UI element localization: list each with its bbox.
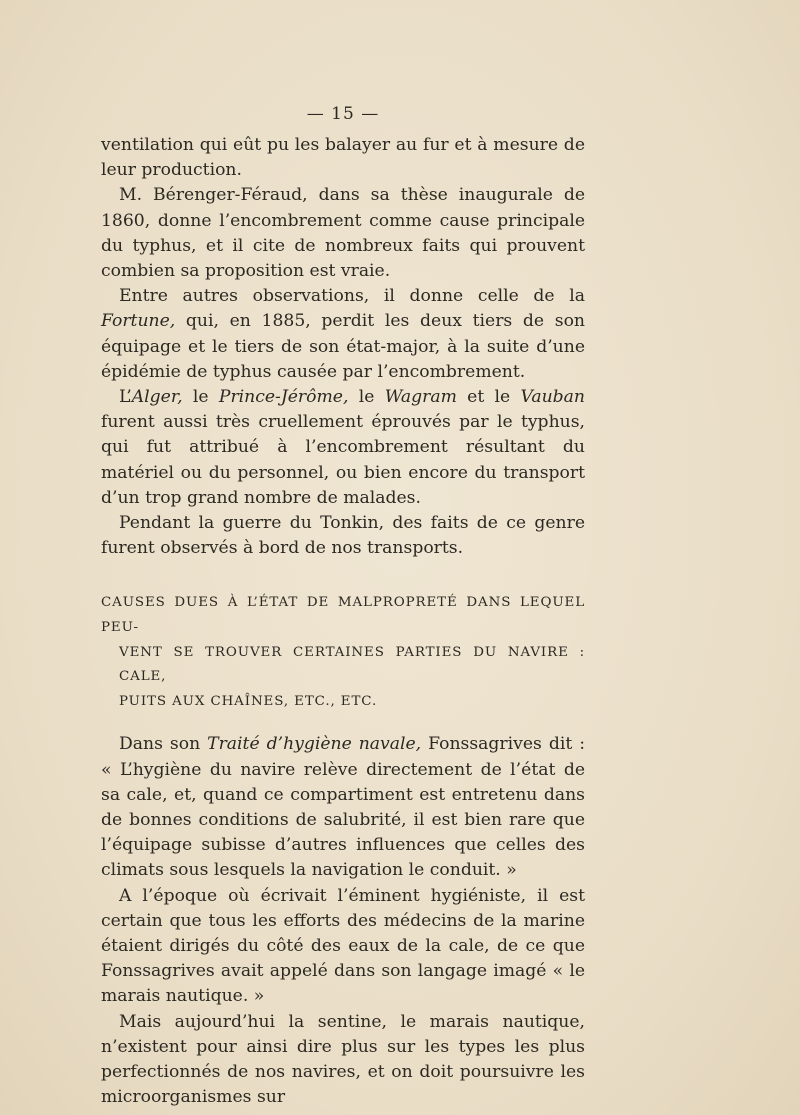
ship-name: Fortune, <box>101 311 176 332</box>
paragraph-text: Mais aujourd’hui la sentine, le marais nautique, n’existent pour ainsi dire plus sur les types les plus perfectionnés de nos navires, et on doit poursuivre les microorganismes sur <box>101 1011 585 1108</box>
paragraph <box>101 183 585 284</box>
paragraph-text: furent aussi très cruellement éprouvés par le typhus, qui fut attribué à l’encombrement résultant du matériel ou du personnel, ou bien encore du transport d’un trop grand nombre de malades. <box>101 412 585 508</box>
paragraph-text: L’ <box>119 387 132 408</box>
page-body <box>101 133 585 1110</box>
book-title: Traité d’hygiène navale, <box>207 734 422 755</box>
paragraph-text: et le <box>456 387 521 408</box>
paragraph-text: Entre autres observations, il donne celle de la <box>119 286 585 307</box>
paragraph <box>101 511 585 561</box>
ship-name: Wagram <box>384 387 457 408</box>
paragraph-text: Dans son <box>119 734 208 755</box>
section-heading <box>101 591 585 714</box>
spacer <box>101 561 585 591</box>
paragraph-text: Pendant la guerre du Tonkin, des faits de ce genre furent observés à bord de nos transports. <box>101 513 585 559</box>
paragraph <box>101 284 585 385</box>
section-heading-line: VENT SE TROUVER CERTAINES PARTIES DU NAVIRE : CALE, <box>119 644 585 685</box>
paragraph-text: Fonssagrives dit : « L’hygiène du navire relève directement de l’état de sa cale, et, quand ce compartiment est entretenu dans de bonnes conditions de salubrité, il est bien rare que l’équipage subisse d’autres influences que celles des climats sous lesquels la navigation le conduit. » <box>101 734 585 881</box>
ship-name: Alger, <box>131 387 183 408</box>
page-number: — 15 — <box>306 104 380 124</box>
spacer <box>101 714 585 732</box>
paragraph-text: qui, en 1885, perdit les deux tiers de son équipage et le tiers de son état-major, à la suite d’une épidémie de typhus causée par l’encombrement. <box>101 311 585 382</box>
paragraph <box>101 732 585 883</box>
ship-name: Prince-Jérôme, <box>218 387 349 408</box>
paragraph <box>101 133 585 183</box>
paragraph <box>101 1010 585 1111</box>
paragraph-text: M. Bérenger-Féraud, dans sa thèse inaugurale de 1860, donne l’encombrement comme cause principale du typhus, et il cite de nombreux faits qui prouvent combien sa proposition est vraie. <box>101 185 585 282</box>
paragraph-text: le <box>182 387 219 408</box>
section-heading-line: CAUSES DUES À L’ÉTAT DE MALPROPRETÉ DANS LEQUEL PEU- <box>101 595 585 636</box>
paragraph <box>101 385 585 511</box>
paragraph-text: A l’époque où écrivait l’éminent hygiéniste, il est certain que tous les efforts des médecins de la marine étaient dirigés du côté des eaux de la cale, de ce que Fonssagrives avait appelé dans son langage imagé « le marais nautique. » <box>101 885 585 1007</box>
paragraph <box>101 884 585 1010</box>
paragraph-text: le <box>348 387 385 408</box>
section-heading-line: PUITS AUX CHAÎNES, ETC., ETC. <box>119 693 378 709</box>
paragraph-text: ventilation qui eût pu les balayer au fur et à mesure de leur production. <box>101 135 585 181</box>
ship-name: Vauban <box>520 387 585 408</box>
